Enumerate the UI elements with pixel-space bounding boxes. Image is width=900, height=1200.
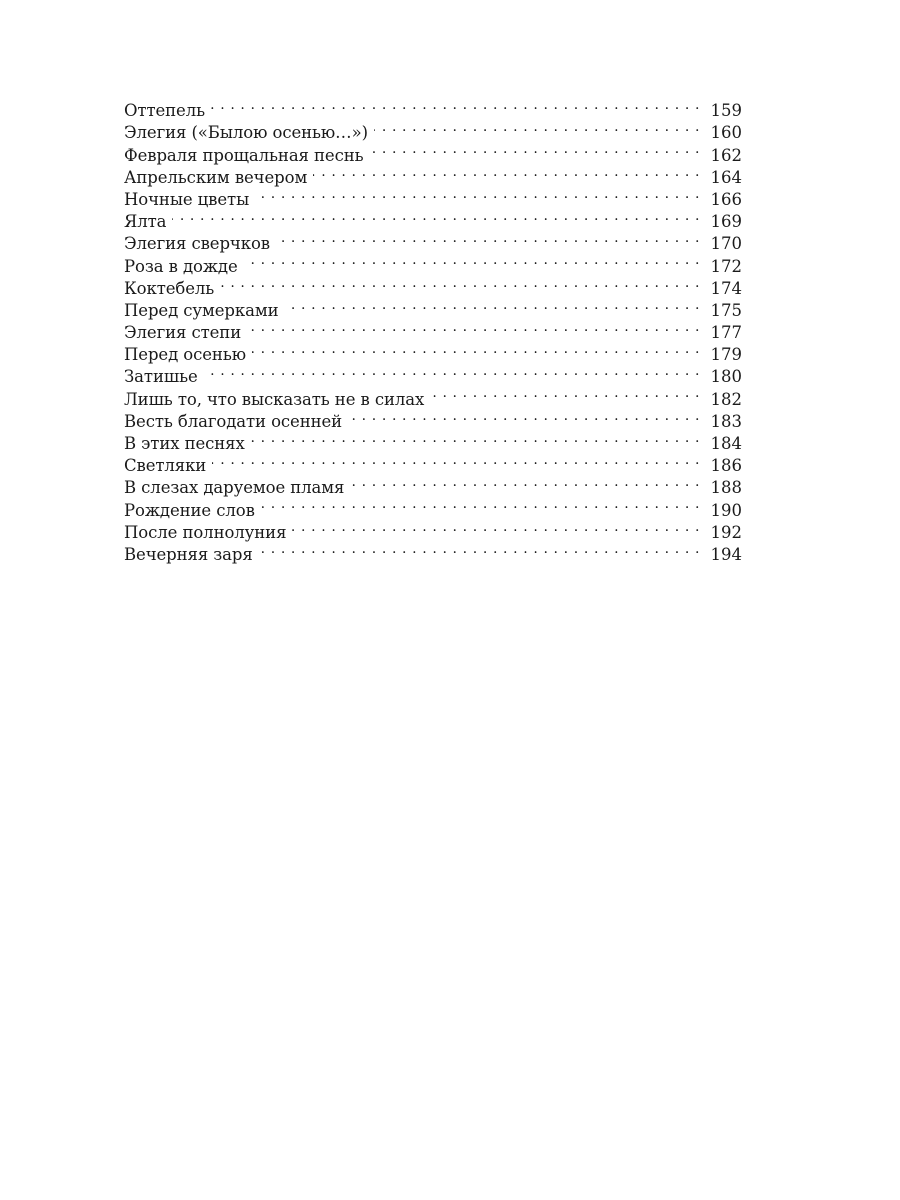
toc-entry bbox=[124, 205, 742, 232]
toc-dot-leader bbox=[261, 493, 700, 515]
toc-dot-leader bbox=[370, 138, 701, 160]
toc-entry-title: Элегия («Былою осенью…») bbox=[124, 123, 368, 143]
toc-entry-title: Затишье bbox=[124, 367, 198, 387]
toc-entry-page: 172 bbox=[710, 256, 742, 276]
toc-entry bbox=[124, 227, 742, 254]
toc-entry-page: 194 bbox=[710, 544, 742, 564]
toc-dot-leader bbox=[292, 516, 700, 538]
table-of-contents bbox=[124, 94, 742, 564]
toc-dot-leader bbox=[259, 538, 700, 560]
toc-entry-title: В этих песнях bbox=[124, 434, 245, 453]
toc-entry-title: Перед сумерками bbox=[124, 300, 279, 320]
toc-entry-title: Элегия сверчков bbox=[124, 234, 270, 254]
toc-entry-page: 183 bbox=[710, 411, 742, 431]
toc-entry-title: Коктебель bbox=[124, 278, 215, 298]
toc-dot-leader bbox=[255, 183, 700, 205]
toc-entry-page: 166 bbox=[710, 189, 742, 209]
toc-entry-title: Оттепель bbox=[124, 101, 205, 121]
toc-dot-leader bbox=[252, 338, 700, 360]
toc-dot-leader bbox=[172, 205, 700, 227]
toc-dot-leader bbox=[313, 161, 700, 183]
toc-entry-title: Светляки bbox=[124, 456, 207, 476]
toc-dot-leader bbox=[220, 272, 700, 294]
toc-entry-page: 188 bbox=[710, 478, 742, 498]
toc-entry-page: 182 bbox=[710, 389, 742, 409]
toc-entry bbox=[124, 94, 742, 121]
toc-dot-leader bbox=[251, 427, 700, 449]
toc-entry-page: 184 bbox=[710, 434, 742, 453]
toc-dot-leader bbox=[348, 405, 700, 427]
toc-entry bbox=[124, 471, 742, 498]
toc-entry-page: 186 bbox=[710, 456, 742, 476]
toc-entry-page: 170 bbox=[710, 234, 742, 254]
toc-entry-page: 164 bbox=[710, 167, 742, 187]
toc-dot-leader bbox=[212, 449, 700, 471]
toc-entry-page: 190 bbox=[710, 500, 742, 520]
toc-dot-leader bbox=[350, 471, 700, 493]
toc-entry bbox=[124, 449, 742, 476]
toc-dot-leader bbox=[211, 94, 700, 116]
toc-entry-page: 192 bbox=[710, 522, 742, 542]
toc-entry-title: Перед осенью bbox=[124, 345, 246, 365]
toc-dot-leader bbox=[284, 294, 700, 316]
toc-entry-title: Февраля прощальная песнь bbox=[124, 145, 364, 165]
toc-entry-title: Роза в дожде bbox=[124, 256, 238, 276]
toc-entry bbox=[124, 116, 742, 143]
toc-entry-title: Апрельским вечером bbox=[124, 167, 308, 187]
toc-entry-page: 169 bbox=[710, 212, 742, 232]
toc-entry-title: Ночные цветы bbox=[124, 189, 250, 209]
toc-dot-leader bbox=[276, 227, 700, 249]
toc-dot-leader bbox=[247, 316, 700, 338]
toc-entry-title: Элегия степи bbox=[124, 323, 242, 343]
toc-entry-title: Ялта bbox=[124, 212, 167, 232]
toc-entry-page: 175 bbox=[710, 300, 742, 320]
toc-entry bbox=[124, 360, 742, 387]
toc-dot-leader bbox=[374, 116, 700, 138]
toc-entry-page: 159 bbox=[710, 101, 742, 121]
toc-entry-title: Лишь то, что высказать не в силах bbox=[124, 389, 425, 409]
toc-entry-title: Вечерняя заря bbox=[124, 544, 253, 564]
toc-entry-page: 179 bbox=[710, 345, 742, 365]
toc-dot-leader bbox=[244, 249, 700, 271]
toc-dot-leader bbox=[430, 382, 700, 404]
toc-entry-title: Рождение слов bbox=[124, 500, 255, 520]
toc-entry-page: 174 bbox=[710, 278, 742, 298]
toc-entry-page: 180 bbox=[710, 367, 742, 387]
toc-entry-page: 160 bbox=[710, 123, 742, 143]
toc-entry-title: Весть благодати осенней bbox=[124, 411, 343, 431]
toc-entry-page: 162 bbox=[710, 145, 742, 165]
toc-entry-page: 177 bbox=[710, 323, 742, 343]
toc-dot-leader bbox=[204, 360, 700, 382]
toc-entry bbox=[124, 382, 742, 409]
toc-entry-title: После полнолуния bbox=[124, 522, 287, 542]
toc-entry-title: В слезах даруемое пламя bbox=[124, 478, 345, 498]
